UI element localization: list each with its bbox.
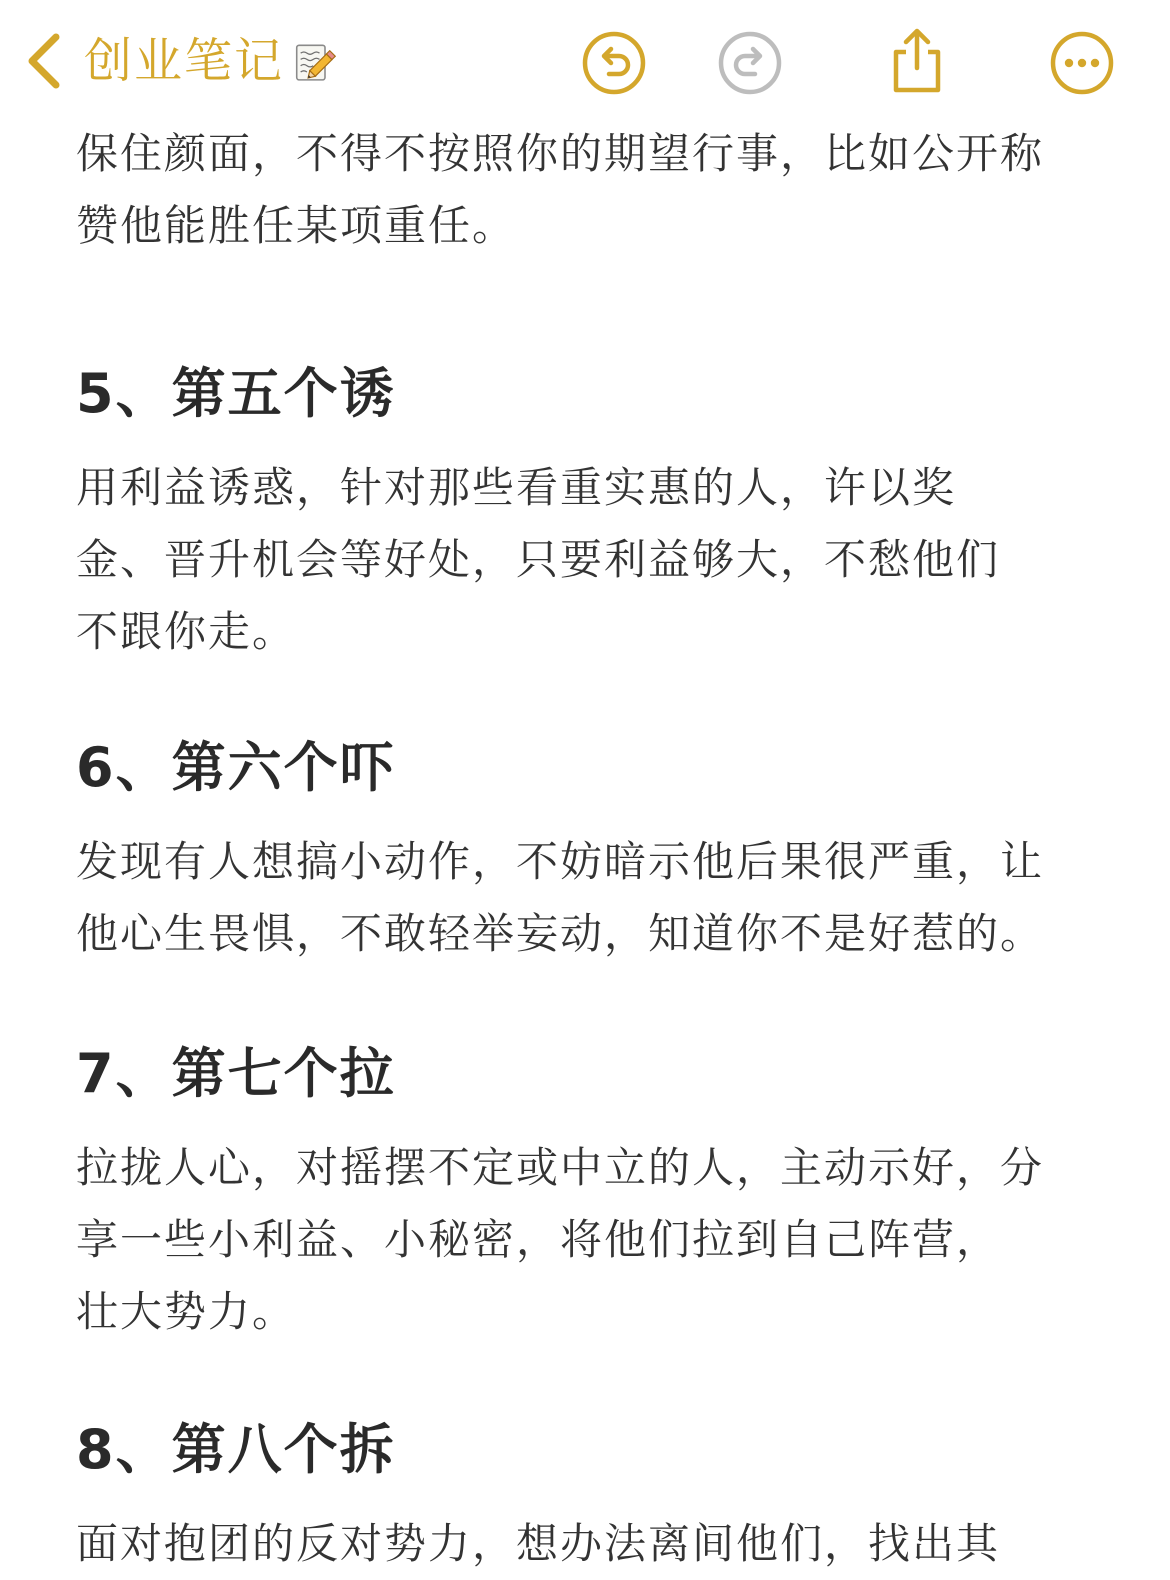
undo-button[interactable] [581, 30, 647, 96]
navigation-bar [0, 0, 1170, 118]
note-content[interactable] [76, 118, 1106, 1580]
section-7-body: 拉拢人心，对摇摆不定或中立的人，主动示好，分 享一些小利益、小秘密，将他们拉到自己阵营， 壮大势力。 [76, 1143, 1045, 1336]
section-8-heading: 8、第八个拆 [76, 1418, 396, 1481]
back-chevron-icon [22, 29, 66, 93]
intro-paragraph: 保住颜面，不得不按照你的期望行事，比如公开称 赞他能胜任某项重任。 [76, 129, 1045, 250]
back-button[interactable] [22, 26, 336, 96]
back-label: 创业笔记 [84, 33, 285, 89]
share-button[interactable] [884, 26, 950, 96]
more-icon [1049, 30, 1115, 96]
section-6-heading: 6、第六个吓 [76, 736, 396, 799]
section-6-body: 发现有人想搞小动作，不妨暗示他后果很严重，让 他心生畏惧，不敢轻举妄动，知道你不是好惹的。 [76, 837, 1045, 958]
redo-button[interactable] [717, 30, 783, 96]
section-8-body: 面对抱团的反对势力，想办法离间他们，找出其 [76, 1519, 1001, 1568]
share-icon [884, 26, 950, 96]
section-5-body: 用利益诱惑，针对那些看重实惠的人，许以奖 金、晋升机会等好处，只要利益够大，不愁他们 不跟你走。 [76, 463, 1001, 656]
undo-icon [581, 30, 647, 96]
more-button[interactable] [1049, 30, 1115, 96]
section-7-heading: 7、第七个拉 [76, 1042, 396, 1105]
section-5-heading: 5、第五个诱 [76, 362, 396, 425]
memo-icon [292, 29, 336, 93]
redo-icon [717, 30, 783, 96]
